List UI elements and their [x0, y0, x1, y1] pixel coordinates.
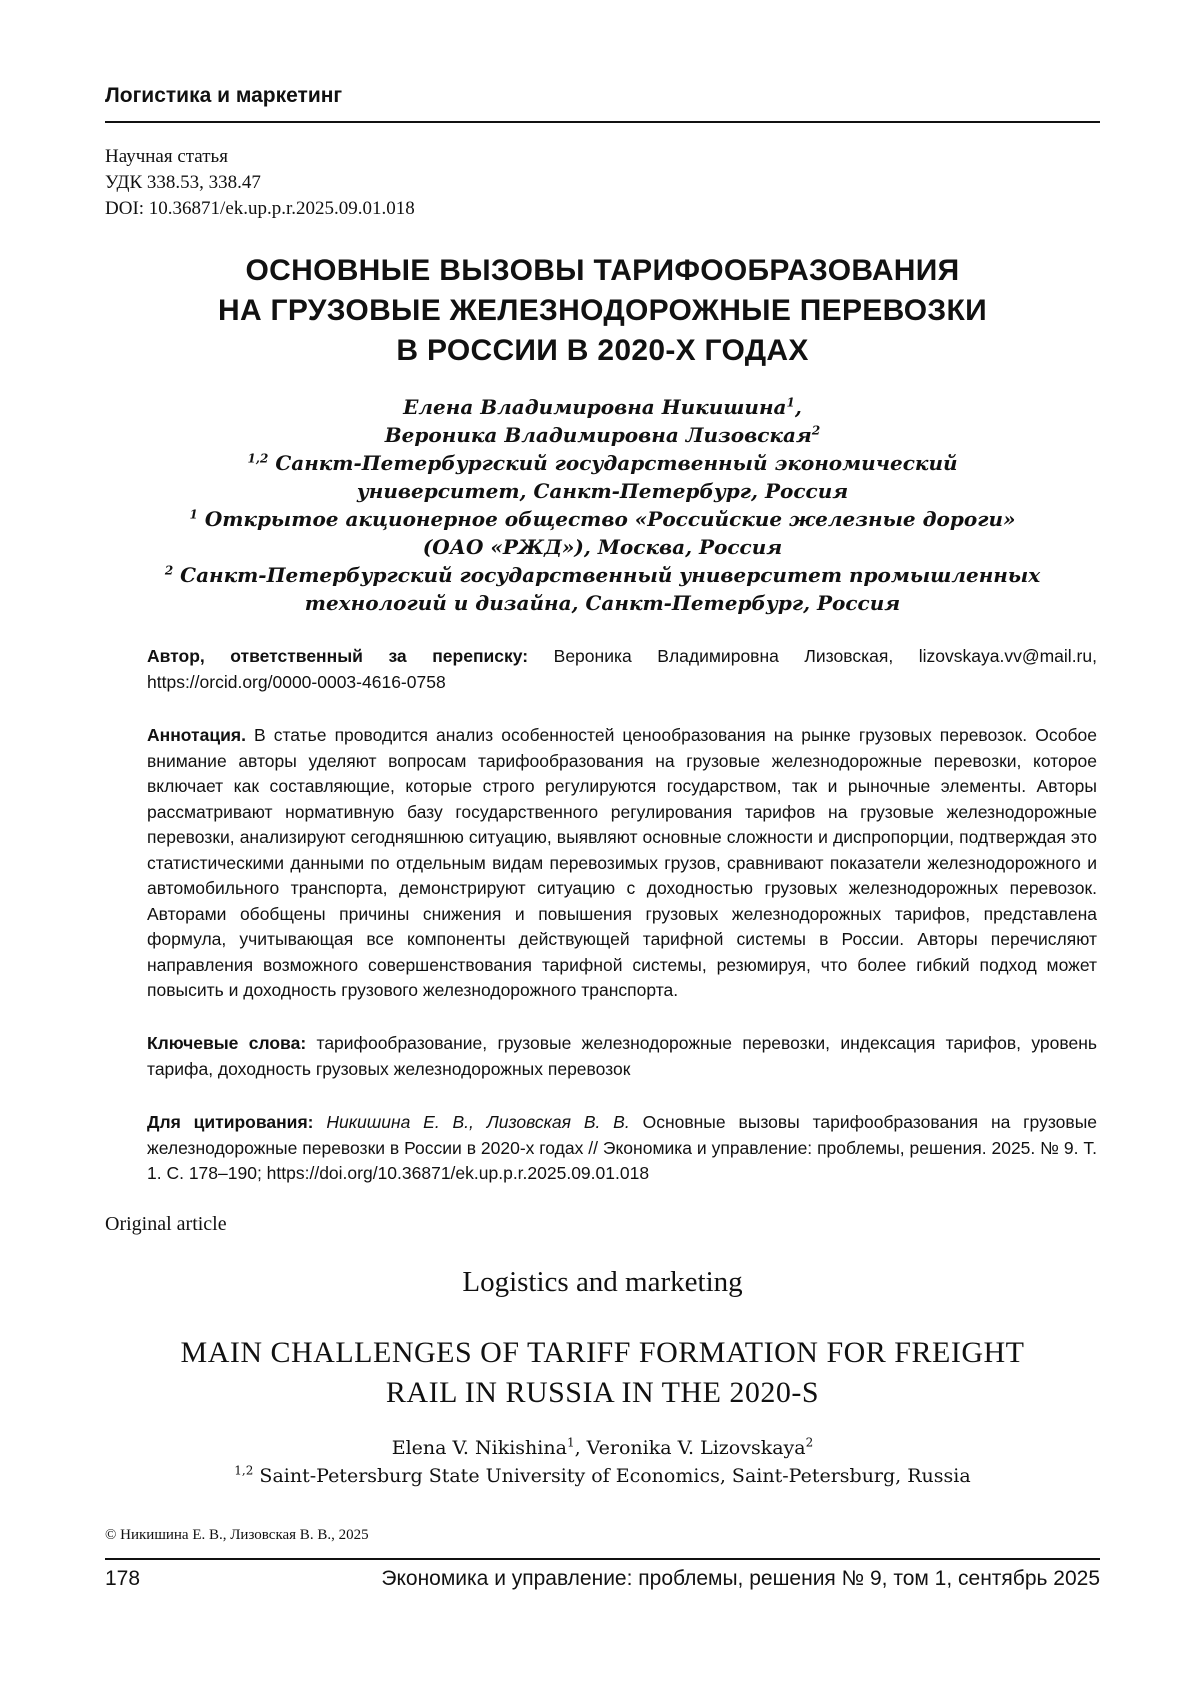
affiliation-line [105, 505, 1100, 533]
citation-authors: Никишина Е. В., Лизовская В. В. [326, 1112, 630, 1132]
abstract-text: В статье проводится анализ особенностей ценообразования на рынке грузовых перевозок. Особое внимание авторы уделяют вопросам тарифообразования на грузовые железнодорожные перевозки, которое включает как составляющие, которые строго регулируются государством, так и рыночные элементы. Авторы рассматривают нормативную базу государственного регулирования тарифов на грузовые железнодорожные перевозки, анализируют сегодняшнюю ситуацию, выявляют основные сложности и диспропорции, подтверждая это статистическими данными по отдельным видам перевозимых грузов, сравнивают показатели железнодорожного и автомобильного транспорта, демонстрируют ситуацию с доходностью грузовых железнодорожных перевозок. Авторами обобщены причины снижения и повышения грузовых железнодорожных тарифов, представлена формула, учитывающая все компоненты действующей тарифной системы в России. Авторы перечисляют направления возможного совершенствования тарифной системы, резюмируя, что более гибкий подход может повысить и доходность грузового железнодорожного транспорта. [147, 725, 1097, 1000]
section-header: Логистика и маркетинг [105, 84, 343, 107]
abstract [147, 723, 1097, 1004]
title-line: ОСНОВНЫЕ ВЫЗОВЫ ТАРИФООБРАЗОВАНИЯ [245, 254, 960, 287]
corresponding-author [147, 644, 1097, 695]
article-title [105, 251, 1100, 371]
author-sup: 2 [811, 423, 821, 438]
english-title [105, 1333, 1100, 1413]
keywords-label: Ключевые слова: [147, 1033, 307, 1053]
affiliation-sup: 2 [164, 563, 174, 578]
affiliation-text: (ОАО «РЖД»), Москва, Россия [422, 535, 783, 559]
page-number: 178 [105, 1567, 141, 1590]
author-line [105, 421, 1100, 449]
keywords-text: тарифообразование, грузовые железнодорожные перевозки, индексация тарифов, уровень тарифа, доходность грузовых железнодорожных перевозок [147, 1033, 1097, 1079]
footer-rule [105, 1558, 1100, 1560]
affiliation-line [105, 449, 1100, 477]
affiliation-sup: 1,2 [247, 451, 269, 466]
english-author-line [105, 1434, 1100, 1462]
affiliation-text: Открытое акционерное общество «Российские железные дороги» [204, 507, 1016, 531]
author-sup: 1 [786, 395, 795, 410]
english-author-name: Veronika V. Lizovskaya [586, 1437, 806, 1459]
english-authors [105, 1434, 1100, 1490]
english-affiliation: Saint-Petersburg State University of Economics, Saint-Petersburg, Russia [259, 1465, 971, 1487]
original-article-label: Original article [105, 1213, 227, 1235]
english-author-sup: 2 [805, 1435, 814, 1450]
corresp-text: Вероника Владимировна Лизовская, lizovskaya.vv@mail.ru, https://orcid.org/0000-0003-4616-0758 [147, 646, 1097, 692]
citation-label: Для цитирования: [147, 1112, 314, 1132]
english-affiliation-sup: 1,2 [234, 1463, 254, 1478]
title-line: В РОССИИ В 2020-Х ГОДАХ [396, 334, 809, 367]
affiliation-text: технологий и дизайна, Санкт-Петербург, Россия [304, 591, 901, 615]
affiliation-line [105, 477, 1100, 505]
keywords [147, 1031, 1097, 1082]
affiliation-line [105, 589, 1100, 617]
abstract-label: Аннотация. [147, 725, 246, 745]
journal-footer: Экономика и управление: проблемы, решения № 9, том 1, сентябрь 2025 [381, 1567, 1100, 1590]
article-type: Научная статья [105, 146, 228, 167]
article-meta [105, 144, 415, 222]
citation-text: Основные вызовы тарифообразования на грузовые железнодорожные перевозки в России в 2020-х годах // Экономика и управление: проблемы, решения. 2025. № 9. Т. 1. С. 178–190; https://doi.org/10.36871/ek.up.p.r.2025.09.01.018 [147, 1112, 1098, 1183]
english-author-sup: 1 [566, 1435, 575, 1450]
doi: DOI: 10.36871/ek.up.p.r.2025.09.01.018 [105, 198, 415, 219]
english-title-line: MAIN CHALLENGES OF TARIFF FORMATION FOR FREIGHT [180, 1336, 1025, 1369]
affiliation-sup: 1 [189, 507, 198, 522]
affiliation-line [105, 533, 1100, 561]
affiliation-line [105, 561, 1100, 589]
copyright: © Никишина Е. В., Лизовская В. В., 2025 [105, 1527, 369, 1543]
english-affiliation-line [105, 1462, 1100, 1490]
author-name: Вероника Владимировна Лизовская [384, 423, 812, 447]
english-author-name: Elena V. Nikishina [391, 1437, 567, 1459]
corresp-label: Автор, ответственный за переписку: [147, 646, 529, 666]
authors-block [105, 393, 1100, 617]
title-line: НА ГРУЗОВЫЕ ЖЕЛЕЗНОДОРОЖНЫЕ ПЕРЕВОЗКИ [217, 294, 987, 327]
english-title-line: RAIL IN RUSSIA IN THE 2020-S [385, 1376, 820, 1409]
author-name: Елена Владимировна Никишина [403, 395, 787, 419]
affiliation-text: Санкт-Петербургский государственный экономический [275, 451, 958, 475]
udc-code: УДК 338.53, 338.47 [105, 172, 261, 193]
author-separator: , [574, 1437, 587, 1459]
header-rule [105, 121, 1100, 123]
affiliation-text: университет, Санкт-Петербург, Россия [356, 479, 849, 503]
author-line: Елена Владимировна Никишина$^1$, [403, 395, 802, 419]
english-section: Logistics and marketing [462, 1266, 743, 1298]
affiliation-text: Санкт-Петербургский государственный университет промышленных [180, 563, 1041, 587]
citation [147, 1110, 1097, 1187]
